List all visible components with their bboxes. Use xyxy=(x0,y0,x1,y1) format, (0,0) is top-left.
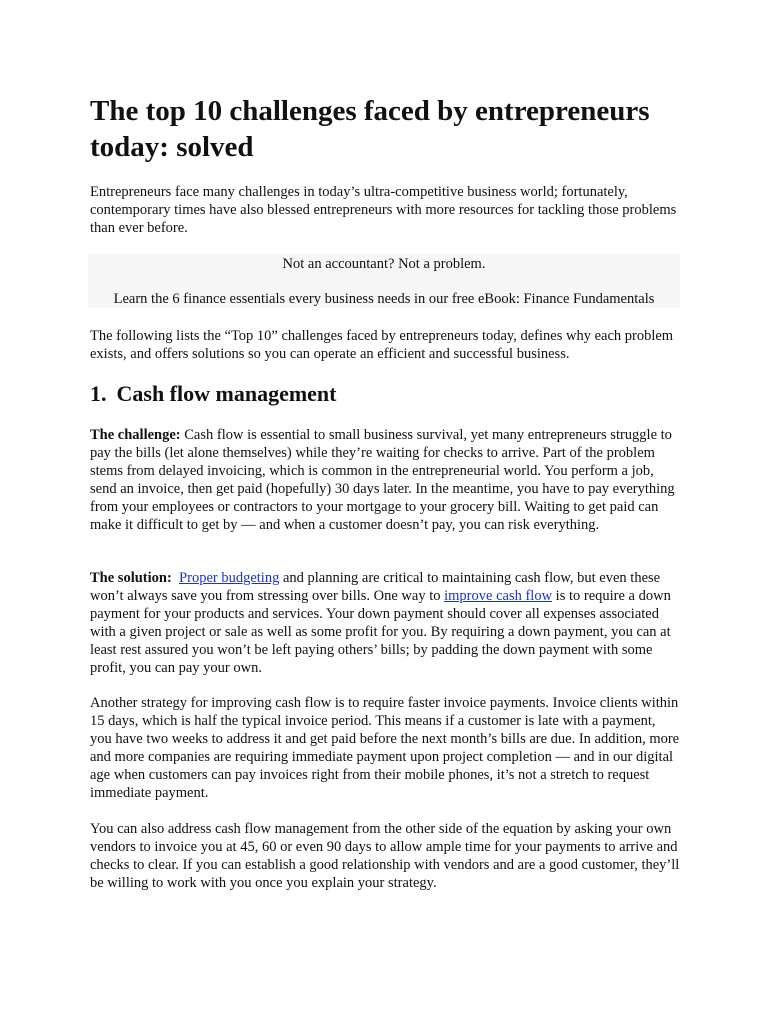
section-heading-cash-flow xyxy=(90,380,337,408)
callout-line-2: Learn the 6 finance essentials every business needs in our free eBook: Finance Fundamentals xyxy=(113,291,655,307)
solution-label: The solution: xyxy=(90,570,172,586)
lead-paragraph: The following lists the “Top 10” challenges faced by entrepreneurs today, defines why each problem exists, and offers solutions so you can operate an efficient and successful business. xyxy=(90,328,674,362)
solution-text-1: and planning are critical to maintaining cash flow, but even these won’t always save you from stressing over bills. One way to xyxy=(90,570,661,604)
section-title: Cash flow management xyxy=(116,381,337,406)
proper-budgeting-link[interactable]: Proper budgeting xyxy=(179,570,280,586)
vendors-paragraph: You can also address cash flow management from the other side of the equation by asking your own vendors to invoice you at 45, 60 or even 90 days to allow ample time for your payments to arrive and checks to clear. If you can establish a good relationship with vendors and are a good customer, they’ll be willing to work with you once you explain your strategy. xyxy=(90,821,680,891)
ebook-callout xyxy=(88,253,680,308)
section-number: 1. xyxy=(90,381,107,406)
solution-text-2: is to require a down payment for your products and services. Your down payment should cover all expenses associated with a given project or sale as well as some profit for you. By requiring a down payment, you can at least rest assured you won’t be left paying others’ bills; by padding the down payment with some profit, you can pay your own. xyxy=(90,588,671,676)
solution-paragraph xyxy=(90,569,680,677)
challenge-text: Cash flow is essential to small business survival, yet many entrepreneurs struggle to pay the bills (let alone themselves) while they’re waiting for checks to arrive. Part of the problem stems from delayed invoicing, which is common in the entrepreneurial world. You perform a job, send an invoice, then get paid (hopefully) 30 days later. In the meantime, you have to pay everything from your employees or contractors to your mortgage to your grocery bill. Waiting to get paid can make it difficult to get by — and when a customer doesn’t pay, you can risk everything. xyxy=(90,427,675,533)
callout-line-1: Not an accountant? Not a problem. xyxy=(282,256,486,272)
challenge-paragraph xyxy=(90,426,680,534)
intro-paragraph: Entrepreneurs face many challenges in today’s ultra-competitive business world; fortunately, contemporary times have also blessed entrepreneurs with more resources for tackling those problems than ever before. xyxy=(90,184,677,236)
strategy-paragraph: Another strategy for improving cash flow is to require faster invoice payments. Invoice clients within 15 days, which is half the typical invoice period. This means if a customer is late with a payment, you have two weeks to address it and get paid before the next month’s bills are due. In addition, more and more companies are requiring immediate payment upon project completion — and in our digital age when customers can pay invoices right from their mobile phones, it’s not a stretch to request immediate payment. xyxy=(90,695,680,801)
page-title: The top 10 challenges faced by entrepreneurs today: solved xyxy=(90,95,650,163)
challenge-label: The challenge: xyxy=(90,427,181,443)
improve-cash-flow-link[interactable]: improve cash flow xyxy=(444,588,553,604)
